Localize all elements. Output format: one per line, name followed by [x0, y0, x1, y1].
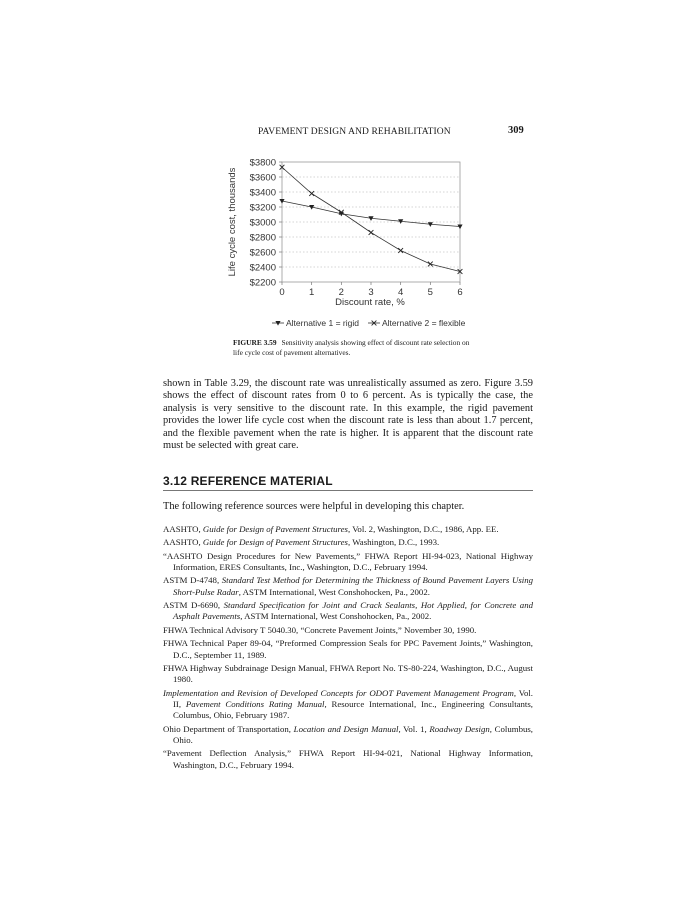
- series-2-point: [309, 191, 314, 196]
- reference-entry: [163, 551, 533, 574]
- reference-title: Location and Design Manual: [293, 723, 399, 734]
- section-heading: 3.12 REFERENCE MATERIAL: [163, 474, 333, 488]
- y-tick-label: $2400: [249, 262, 276, 274]
- reference-entry: [163, 600, 533, 623]
- x-tick-label: 3: [368, 287, 374, 298]
- figure-caption-text: Sensitivity analysis showing effect of discount rate selection on life cycle cost of pavement alternatives.: [233, 338, 470, 357]
- reference-entry: [163, 663, 533, 686]
- reference-entry: [163, 625, 533, 636]
- y-tick-label: $2600: [249, 247, 276, 259]
- body-paragraph: shown in Table 3.29, the discount rate was unrealistically assumed as zero. Figure 3.59 shows the effect of discount rates from 0 to 6 percent. As is typically the case, the analysis is very sensitive to the discount rate. In this example, the rigid pavement provides the lower life cycle cost when the discount rate is less than about 1.7 percent, and the flexible pavement when the rate is higher. It is apparent that the discount rate must be selected with great care.: [163, 378, 533, 452]
- x-tick-label: 6: [457, 287, 463, 298]
- y-tick-label: $3400: [249, 187, 276, 199]
- reference-text: , Resource International, Inc., Engineering Consultants, Columbus, Ohio, February 1987.: [173, 698, 534, 721]
- reference-text: , ASTM International, West Conshohocken, Pa., 2002.: [238, 586, 430, 597]
- reference-title: Standard Specification for Joint and Crack Sealants, Hot Applied, for Concrete and Asphalt Pavements: [173, 600, 533, 622]
- series-2-point: [398, 248, 403, 253]
- reference-title: Standard Test Method for Determining the Thickness of Bound Pavement Layers Using Short-Pulse Radar: [173, 575, 533, 597]
- figure-label: FIGURE 3.59: [233, 338, 277, 347]
- x-tick-label: 2: [338, 287, 344, 298]
- y-axis-label: Life cycle cost, thousands: [227, 167, 238, 277]
- reference-entry: [163, 688, 533, 722]
- legend-label-1: Alternative 1 = rigid: [286, 318, 359, 328]
- reference-text: AASHTO,: [163, 537, 203, 548]
- legend-label-2: Alternative 2 = flexible: [382, 318, 466, 328]
- y-tick-label: $2800: [249, 232, 276, 244]
- reference-text: AASHTO,: [163, 524, 203, 534]
- chart-legend: [272, 318, 466, 328]
- series-2-point: [428, 262, 433, 267]
- reference-text: ASTM D-4748,: [163, 575, 222, 586]
- reference-entry: [163, 638, 533, 661]
- section-intro: The following reference sources were helpful in developing this chapter.: [163, 501, 465, 512]
- reference-title: Implementation and Revision of Developed Concepts for ODOT Pavement Management Program: [163, 687, 514, 698]
- y-tick-label: $3800: [249, 157, 276, 169]
- x-axis-label: Discount rate, %: [335, 297, 405, 308]
- series-markers: [279, 165, 462, 274]
- reference-text: , Columbus, Ohio.: [173, 723, 533, 745]
- series-line-1: [282, 201, 460, 227]
- sensitivity-chart: [222, 150, 472, 335]
- series-1-point: [457, 225, 462, 230]
- x-tick-label: 0: [279, 287, 285, 298]
- reference-text: , Vol. II,: [173, 687, 533, 709]
- y-tick-label: $3200: [249, 202, 276, 214]
- y-tick-label: $3000: [249, 217, 276, 229]
- reference-entry: [163, 748, 533, 771]
- reference-title: Pavement Conditions Rating Manual: [185, 698, 325, 709]
- y-tick-label: $2200: [249, 277, 276, 289]
- reference-text: FHWA Technical Advisory T 5040.30, “Concrete Pavement Joints,” November 30, 1990.: [163, 624, 477, 635]
- reference-entry: [163, 575, 533, 598]
- reference-list: [163, 524, 533, 773]
- x-tick-label: 4: [398, 287, 404, 298]
- reference-text: , Vol. 2, Washington, D.C., 1986, App. EE.: [347, 524, 499, 534]
- y-tick-labels: [250, 157, 276, 288]
- x-tick-label: 1: [309, 287, 315, 298]
- reference-text: FHWA Technical Paper 89-04, “Preformed Compression Seals for PPC Pavement Joints,” Washington, D.C., September 11, 1989.: [163, 638, 533, 660]
- page-number: 309: [508, 125, 524, 136]
- reference-text: ASTM D-6690,: [163, 600, 224, 611]
- section-divider: [163, 490, 533, 491]
- y-tick-label: $3600: [249, 172, 276, 184]
- reference-title: Guide for Design of Pavement Structures: [202, 524, 348, 534]
- reference-text: , ASTM International, West Conshohocken, Pa., 2002.: [240, 611, 432, 622]
- x-tick-label: 5: [427, 287, 433, 298]
- reference-entry: [163, 524, 533, 535]
- reference-text: “Pavement Deflection Analysis,” FHWA Report HI-94-021, National Highway Information, Washington, D.C., February 1994.: [163, 748, 533, 770]
- figure-caption: [233, 338, 473, 358]
- reference-text: FHWA Highway Subdrainage Design Manual, FHWA Report No. TS-80-224, Washington, D.C., August 1980.: [163, 662, 533, 685]
- reference-title: Roadway Design: [429, 723, 490, 734]
- reference-text: Ohio Department of Transportation,: [163, 723, 294, 734]
- series-2-point: [369, 230, 374, 235]
- reference-title: Guide for Design of Pavement Structures: [202, 537, 348, 548]
- reference-entry: [163, 724, 533, 747]
- reference-text: , Washington, D.C., 1993.: [347, 537, 440, 548]
- reference-entry: [163, 537, 533, 548]
- reference-text: “AASHTO Design Procedures for New Pavements,” FHWA Report HI-94-023, National Highway Information, ERES Consultants, Inc., Washington, D.C., February 1994.: [163, 550, 533, 573]
- reference-text: , Vol. 1,: [398, 723, 430, 734]
- grid-lines: [279, 162, 460, 285]
- running-header-title: PAVEMENT DESIGN AND REHABILITATION: [258, 127, 451, 137]
